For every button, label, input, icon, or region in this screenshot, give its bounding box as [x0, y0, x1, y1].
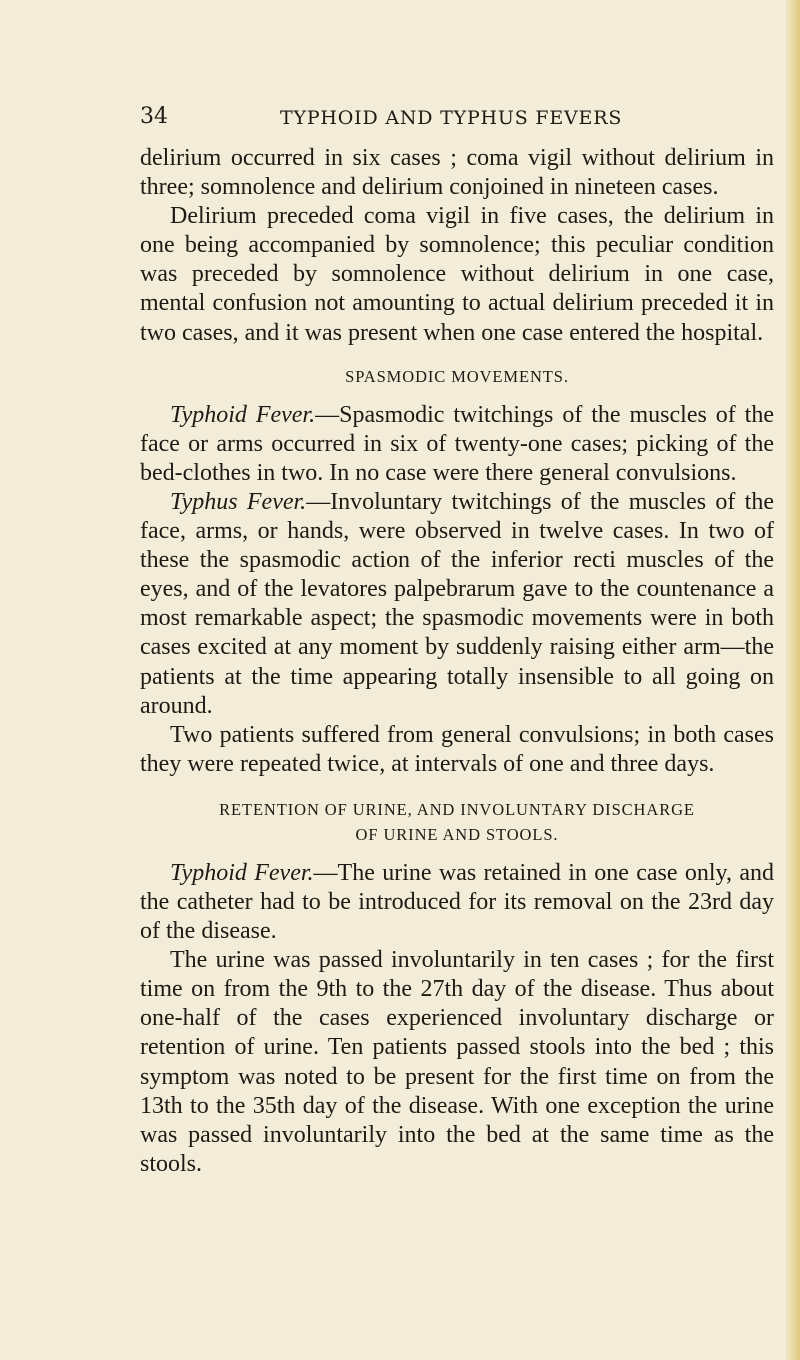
section-heading-spasmodic: SPASMODIC MOVEMENTS.: [345, 366, 569, 386]
page-body: [140, 144, 774, 1179]
paragraph-lead: Typhoid Fever.: [170, 859, 314, 886]
section-heading-line: RETENTION OF URINE, AND INVOLUNTARY DISCHARGE: [219, 799, 695, 819]
paragraph: Two patients suffered from general convulsions; in both cases they were repeated twice, at intervals of one and three days.: [140, 721, 774, 777]
running-title: TYPHOID AND TYPHUS FEVERS: [280, 107, 623, 129]
section-heading-line: OF URINE AND STOOLS.: [355, 824, 559, 844]
page-edge: [786, 0, 800, 1360]
paragraph: delirium occurred in six cases ; coma vigil without delirium in three; somnolence and delirium conjoined in nineteen cases.: [140, 145, 774, 201]
page-header: [140, 104, 760, 144]
paragraph-text: —Spasmodic twitchings of the muscles of the face or arms occurred in six of twenty-one cases; picking of the bed-clothes in two. In no case were there general convulsions.: [140, 401, 774, 486]
paragraph-lead: Typhus Fever.: [170, 488, 307, 515]
paragraph: [140, 859, 774, 946]
paragraph: Delirium preceded coma vigil in five cases, the delirium in one being accompanied by somnolence; this peculiar condition was preceded by somnolence without delirium in one case, mental confusion not amounting to actual delirium preceded it in two cases, and it was present when one case entered the hospital.: [140, 203, 774, 346]
paragraph-lead: Typhoid Fever.: [170, 401, 316, 428]
page-number: 34: [140, 104, 168, 129]
paragraph: [140, 401, 774, 488]
paragraph-text: —Involuntary twitchings of the muscles of the face, arms, or hands, were observed in twelve cases. In two of these the spasmodic action of the inferior recti muscles of the eyes, and of the levatores palpebrarum gave to the countenance a most remarkable aspect; the spasmodic movements were in both cases excited at any moment by suddenly raising either arm—the patients at the time appearing totally insensible to all going on around.: [140, 488, 775, 719]
paragraph: [140, 488, 774, 721]
paragraph: The urine was passed involuntarily in ten cases ; for the first time on from the 9th to the 27th day of the disease. Thus about one-half of the cases experienced involuntary discharge or retention of urine. Ten patients passed stools into the bed ; this symptom was noted to be present for the first time on from the 13th to the 35th day of the disease. With one exception the urine was passed involuntarily into the bed at the same time as the stools.: [140, 947, 774, 1177]
section-heading-retention: [140, 797, 774, 847]
paragraph-text: —The urine was retained in one case only, and the catheter had to be introduced for its removal on the 23rd day of the disease.: [140, 859, 774, 945]
